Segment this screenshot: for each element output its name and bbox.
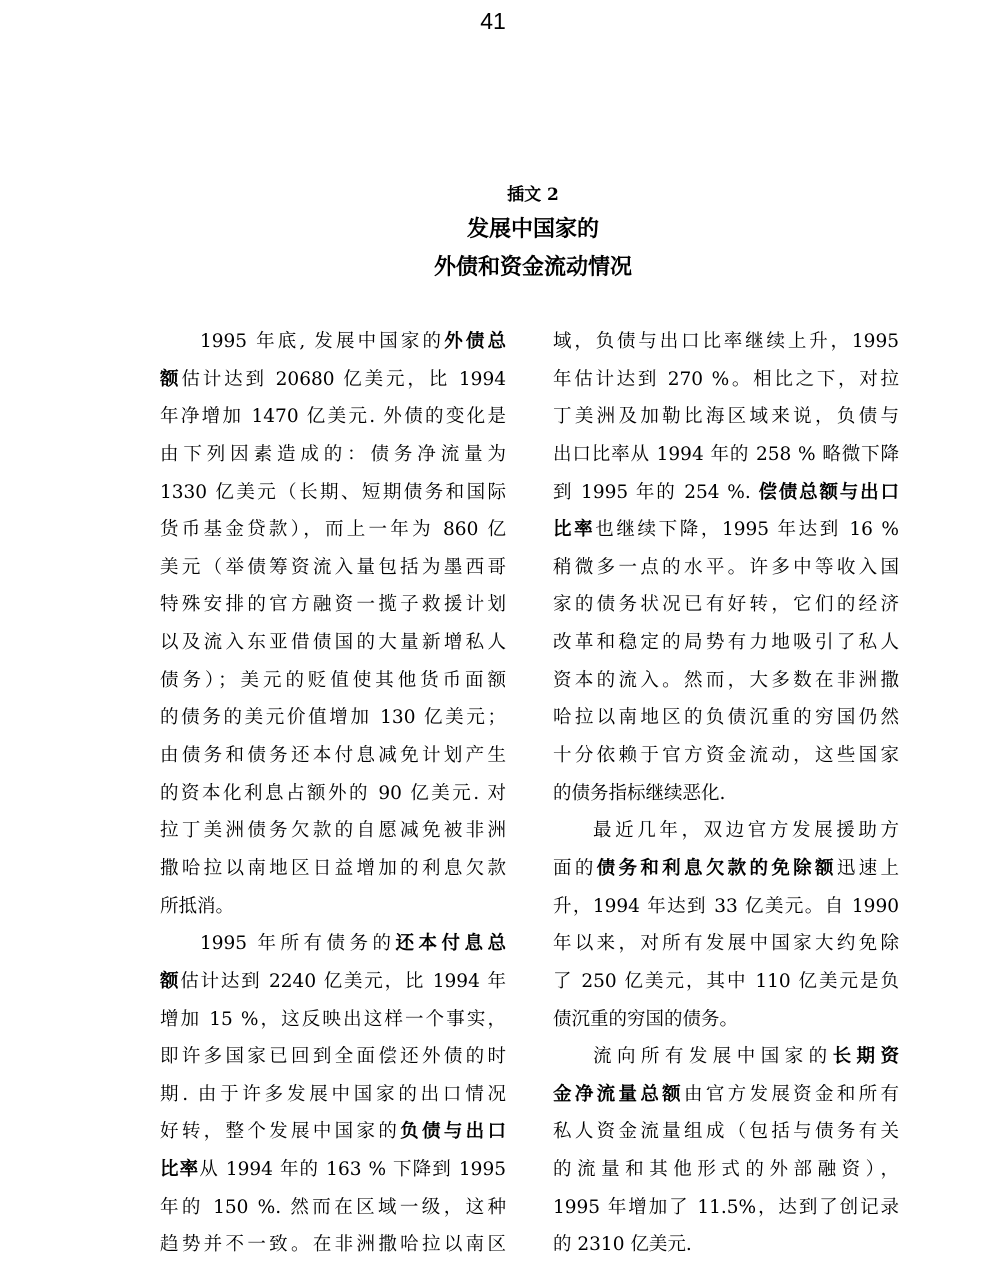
text-line [553, 893, 899, 931]
text-line [160, 667, 506, 705]
text-line [160, 817, 506, 855]
body-text: 即许多国家已回到全面偿还外债的时 [160, 1046, 506, 1068]
title-line-1: 发展中国家的 [466, 216, 599, 242]
text-line [553, 328, 899, 366]
body-text: 好转，整个发展中国家的 [160, 1121, 401, 1143]
body-text: 由债务和债务还本付息减免计划产生 [160, 745, 506, 767]
body-text: 最近几年，双边官方发展援助方 [593, 820, 899, 842]
bold-text: 额 [160, 368, 182, 390]
paragraph [160, 328, 506, 930]
body-text: 资本的流入。然而，大多数在非洲撒 [553, 669, 899, 691]
text-line [160, 1194, 506, 1232]
body-text: 域，负债与出口比率继续上升，1995 [553, 331, 899, 352]
body-text: 哈拉以南地区的负债沉重的穷国仍然 [553, 707, 899, 729]
text-line [160, 1043, 506, 1081]
text-line [160, 742, 506, 780]
text-line [553, 479, 899, 517]
text-line [553, 1043, 899, 1081]
body-text: 1995 年底, 发展中国家的 [200, 331, 445, 352]
insert-label: 插文 2 [507, 185, 559, 205]
paragraph [553, 817, 899, 1043]
body-text: 估计达到 2240 亿美元，比 1994 年 [180, 970, 506, 992]
body-text: 估计达到 20680 亿美元，比 1994 [181, 368, 506, 390]
body-text: 从 1994 年的 163 % 下降到 1995 [199, 1159, 506, 1181]
text-line [160, 893, 506, 931]
body-text: 到 1995 年的 254 %. [553, 481, 759, 503]
body-text: 改革和稳定的局势有力地吸引了私人 [553, 632, 899, 654]
body-text: 的资本化利息占额外的 90 亿美元. 对 [160, 782, 506, 804]
text-line [553, 742, 899, 780]
body-text: 的债务指标继续恶化. [553, 782, 726, 804]
paragraph [553, 1043, 899, 1269]
body-text: 所抵消。 [160, 895, 235, 917]
bold-text: 偿债总额与出口 [758, 481, 899, 503]
body-text: 趋势并不一致。在非洲撒哈拉以南区 [160, 1234, 506, 1256]
body-text: 迅速上 [836, 857, 899, 879]
text-line [553, 855, 899, 893]
right-column [553, 328, 899, 1269]
text-line [553, 1231, 899, 1269]
text-line [553, 629, 899, 667]
text-line [160, 1156, 506, 1194]
text-line [553, 704, 899, 742]
left-column [160, 328, 506, 1269]
text-line [160, 403, 506, 441]
bold-text: 金净流量总额 [553, 1083, 684, 1105]
body-text: 期. 由于许多发展中国家的出口情况 [160, 1083, 506, 1105]
body-text: 流向所有发展中国家的 [593, 1046, 833, 1068]
text-line [553, 1156, 899, 1194]
bold-text: 负债与出口 [400, 1121, 506, 1143]
body-text: 由官方发展资金和所有 [684, 1083, 899, 1105]
text-line [160, 479, 506, 517]
text-line [160, 516, 506, 554]
body-text: 了 250 亿美元，其中 110 亿美元是负 [553, 970, 899, 992]
text-line [160, 328, 506, 366]
body-text: 年净增加 1470 亿美元. 外债的变化是 [160, 406, 506, 428]
body-text: 1995 年增加了 11.5%，达到了创记录 [553, 1196, 899, 1218]
bold-text: 长期资 [832, 1046, 899, 1068]
body-text: 年以来，对所有发展中国家大约免除 [553, 933, 899, 955]
body-text: 也继续下降，1995 年达到 16 % [595, 519, 899, 541]
text-line [553, 516, 899, 554]
text-line [553, 968, 899, 1006]
body-text: 1995 年所有债务的 [200, 933, 396, 955]
body-text: 撒哈拉以南地区日益增加的利息欠款 [160, 857, 506, 879]
text-line [553, 591, 899, 629]
bold-text: 外债总 [444, 331, 506, 352]
text-line [553, 366, 899, 404]
body-text: 升，1994 年达到 33 亿美元。自 1990 [553, 895, 899, 917]
text-line [160, 780, 506, 818]
text-line [160, 1118, 506, 1156]
text-line [160, 591, 506, 629]
paragraph [553, 328, 899, 817]
text-line [553, 1006, 899, 1044]
text-line [553, 554, 899, 592]
body-text: 年估计达到 270 %。相比之下，对拉 [553, 368, 899, 390]
text-line [160, 366, 506, 404]
body-text: 面的 [553, 857, 597, 879]
body-text: 私人资金流量组成（包括与债务有关 [553, 1121, 899, 1143]
text-line [160, 441, 506, 479]
bold-text: 额 [160, 970, 181, 992]
text-line [553, 817, 899, 855]
bold-text: 还本付息总 [395, 933, 506, 955]
body-text: 特殊安排的官方融资一揽子救援计划 [160, 594, 506, 616]
text-line [553, 441, 899, 479]
text-line [160, 855, 506, 893]
body-text: 的流量和其他形式的外部融资）， [553, 1159, 899, 1181]
text-line [160, 930, 506, 968]
body-text: 以及流入东亚借债国的大量新增私人 [160, 632, 506, 654]
text-line [553, 1081, 899, 1119]
text-line [553, 667, 899, 705]
page-number: 41 [480, 8, 506, 34]
text-line [160, 554, 506, 592]
body-text: 的债务的美元价值增加 130 亿美元； [160, 707, 506, 729]
body-text: 1330 亿美元（长期、短期债务和国际 [160, 481, 506, 503]
body-text: 拉丁美洲债务欠款的自愿减免被非洲 [160, 820, 506, 842]
body-text: 丁美洲及加勒比海区域来说，负债与 [553, 406, 899, 428]
text-line [160, 1231, 506, 1269]
body-text: 债沉重的穷国的债务。 [553, 1008, 739, 1030]
text-line [160, 968, 506, 1006]
text-line [160, 1006, 506, 1044]
text-line [553, 403, 899, 441]
body-text: 稍微多一点的水平。许多中等收入国 [553, 556, 899, 578]
body-text: 由下列因素造成的：债务净流量为 [160, 443, 506, 465]
text-line [553, 1118, 899, 1156]
text-line [160, 629, 506, 667]
title-line-2: 外债和资金流动情况 [433, 254, 632, 280]
body-text: 十分依赖于官方资金流动，这些国家 [553, 745, 899, 767]
body-text: 家的债务状况已有好转，它们的经济 [553, 594, 899, 616]
text-line [160, 1081, 506, 1119]
bold-text: 比率 [553, 519, 596, 541]
bold-text: 债务和利息欠款的免除额 [596, 857, 837, 879]
text-line [553, 1194, 899, 1232]
body-text: 货币基金贷款），而上一年为 860 亿 [160, 519, 506, 541]
body-text: 增加 15 %，这反映出这样一个事实， [160, 1008, 506, 1030]
body-text: 的 2310 亿美元. [553, 1234, 692, 1256]
paragraph [160, 930, 506, 1269]
body-text: 出口比率从 1994 年的 258 % 略微下降 [553, 443, 899, 465]
text-line [160, 704, 506, 742]
bold-text: 比率 [160, 1159, 200, 1181]
body-text: 美元（举债筹资流入量包括为墨西哥 [160, 556, 506, 578]
text-line [553, 780, 899, 818]
body-text: 债务）；美元的贬值使其他货币面额 [160, 669, 506, 691]
body-text: 年的 150 %. 然而在区域一级，这种 [160, 1196, 506, 1218]
text-line [553, 930, 899, 968]
